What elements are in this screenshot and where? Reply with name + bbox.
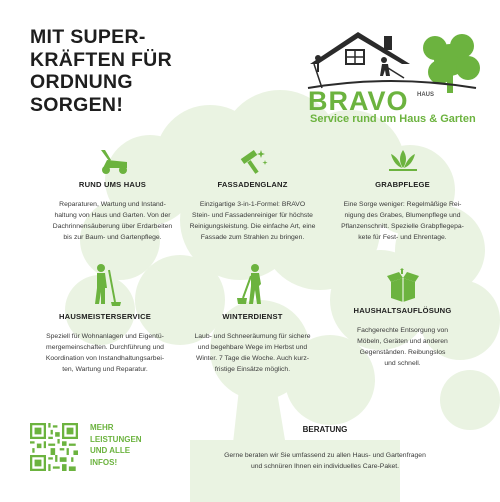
description-line: Fachgerechte Entsorgung von: [356, 327, 449, 334]
service-description: [30, 331, 180, 375]
description-line: Laub- und Schneeräumung für sichere: [194, 333, 311, 340]
description-line: Dachrinnensäuberung über Erdarbeiten: [52, 223, 173, 230]
description-line: haltung von Haus und Garten. Von der: [54, 212, 171, 219]
service-winterdienst: [180, 262, 325, 375]
headline-line: KRÄFTEN FÜR: [30, 48, 172, 71]
more-line: UND ALLE: [90, 446, 131, 455]
lawn-mower-icon: [95, 148, 131, 176]
more-line: MEHR: [90, 423, 114, 432]
service-rund-ums-haus: [45, 148, 180, 243]
qr-code[interactable]: [30, 423, 78, 471]
brand-small-label: HAUS: [417, 92, 435, 98]
service-description: [180, 199, 325, 243]
description-line: fristige Einsätze möglich.: [214, 366, 291, 373]
squeegee-icon: [235, 146, 271, 176]
description-line: Koordination von Instandhaltungsarbei-: [45, 355, 165, 362]
service-title: HAUSHALTSAUFLÖSUNG: [353, 306, 452, 315]
service-haushaltsaufloesung: [330, 268, 475, 369]
shoveling-person-icon: [235, 262, 271, 308]
description-line: bis zur Baum- und Gartenpflege.: [63, 234, 162, 241]
description-line: Gerne beraten wir Sie umfassend zu allen Haus- und Gartenfragen: [224, 452, 426, 459]
headline-line: MIT SUPER-: [30, 26, 146, 48]
service-title: RUND UMS HAUS: [78, 180, 147, 189]
plant-icon: [385, 146, 421, 176]
service-hausmeisterservice: [30, 262, 180, 375]
service-title: WINTERDIENST: [222, 312, 283, 321]
description-line: Winter. 7 Tage die Woche. Auch kurz-: [195, 355, 310, 362]
description-line: Gegenständen. Reibungslos: [359, 349, 446, 356]
brand-tagline: Service rund um Haus & Garten: [310, 113, 476, 125]
description-line: Fassade zum Strahlen zu bringen.: [200, 234, 305, 241]
service-title: GRABPFLEGE: [375, 180, 430, 189]
description-line: und schnüren Ihnen ein individuelles Care-Paket.: [250, 463, 400, 470]
service-description: [330, 325, 475, 369]
service-title: FASSADENGLANZ: [217, 180, 288, 189]
description-line: mergemeinschaften. Durchführung und: [46, 344, 164, 351]
description-line: Eine Sorge weniger: Regelmäßige Rei-: [343, 201, 462, 208]
service-description: [180, 331, 325, 375]
description-line: Einzigartige 3-in-1-Formel: BRAVO: [199, 201, 306, 208]
beratung-description: [195, 450, 455, 472]
description-line: nigung des Grabes, Blumenpflege und: [344, 212, 461, 219]
beratung-title: BERATUNG: [302, 425, 348, 434]
service-grabpflege: [330, 146, 475, 243]
description-line: Speziell für Wohnanlagen und Eigentü-: [46, 333, 164, 340]
headline: [30, 26, 220, 116]
beratung-section: [195, 425, 455, 472]
headline-line: SORGEN!: [30, 93, 124, 116]
more-info-link[interactable]: [90, 422, 170, 468]
open-box-icon: [385, 268, 421, 302]
description-line: Reinigungsleistung. Die einfache Art, eine: [189, 223, 316, 230]
headline-line: ORDNUNG: [30, 71, 133, 93]
description-line: kete für Fest- und Ehrentage.: [358, 234, 447, 241]
description-line: und begehbare Wege im Herbst und: [197, 344, 308, 351]
description-line: Möbeln, Geräten und anderen: [357, 338, 448, 345]
more-line: INFOS!: [90, 457, 118, 467]
service-title: HAUSMEISTERSERVICE: [58, 312, 152, 321]
service-fassadenglanz: [180, 146, 325, 243]
description-line: Pflanzenschnitt. Spezielle Grabpflegepa-: [341, 223, 464, 230]
service-description: [45, 199, 180, 243]
more-line: LEISTUNGEN: [90, 434, 142, 444]
brand-name: BRAVO: [308, 86, 409, 116]
description-line: Stein- und Fassadenreiniger für höchste: [192, 212, 313, 219]
sweeping-person-icon: [87, 262, 123, 308]
description-line: Reparaturen, Wartung und Instand-: [59, 201, 166, 208]
description-line: ten, Wartung und Reparatur.: [62, 366, 148, 373]
service-description: [330, 199, 475, 243]
description-line: und schnell.: [384, 360, 421, 367]
